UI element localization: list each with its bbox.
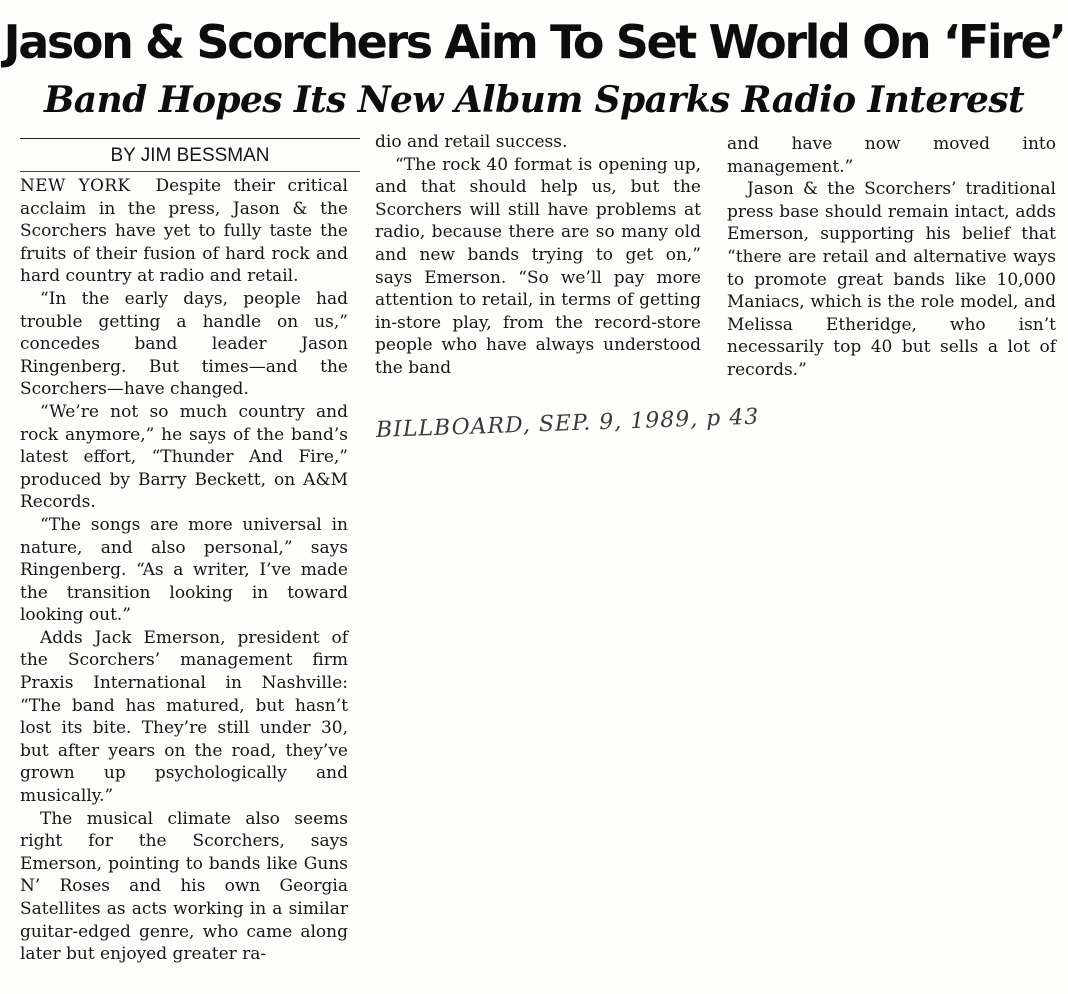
- byline: BY JIM BESSMAN: [110, 145, 270, 166]
- subheadline: Band Hopes Its New Album Sparks Radio Interest: [43, 79, 1025, 121]
- paragraph: “The songs are more universal in nature, and also personal,” says Ringenberg. “As a writer, I’ve made the transition looking in toward looking out.”: [20, 514, 348, 626]
- dateline: NEW YORK: [20, 176, 131, 196]
- paragraph-continuation: and have now moved into management.”: [727, 134, 1056, 177]
- paragraph: “The rock 40 format is opening up, and that should help us, but the Scorchers will still have problems at radio, because there are so many old and new bands trying to get on,” says Emerson. “So we’ll pay more attention to retail, in terms of getting in-store play, from the record-store people who have always understood the band: [375, 154, 701, 378]
- byline-bottom-rule: [20, 171, 360, 172]
- headline: Jason & Scorchers Aim To Set World On ‘Fire’: [3, 15, 1065, 69]
- paragraph: Adds Jack Emerson, president of the Scorchers’ management firm Praxis International in Nashville: “The band has matured, but hasn’t lost its bite. They’re still under 30, but after years on the road, they’ve grown up psychologically and musically.”: [20, 627, 348, 807]
- paragraph: Jason & the Scorchers’ traditional press base should remain intact, adds Emerson, supporting his belief that “there are retail and alternative ways to promote great bands like 10,000 Maniacs, which is the role model, and Melissa Etheridge, who isn’t necessarily top 40 but sells a lot of records.”: [727, 179, 1056, 380]
- paragraph-continuation: dio and retail success.: [375, 132, 568, 152]
- handwritten-annotation: BILLBOARD, SEP. 9, 1989, p 43: [375, 404, 760, 443]
- paragraph: [20, 175, 348, 288]
- paragraph: “In the early days, people had trouble getting a handle on us,” concedes band leader Jason Ringenberg. But times—and the Scorchers—have changed.: [20, 288, 348, 400]
- article-column-2: [375, 131, 701, 380]
- article-column-3: [727, 133, 1056, 382]
- paragraph-text: Despite their critical acclaim in the press, Jason & the Scorchers have yet to fully taste the fruits of their fusion of hard rock and hard country at radio and retail.: [20, 176, 348, 287]
- byline-top-rule: [20, 138, 360, 139]
- paragraph: The musical climate also seems right for the Scorchers, says Emerson, pointing to bands like Guns N’ Roses and his own Georgia Satellites as acts working in a similar guitar-edged genre, who came along later but enjoyed greater ra-: [20, 808, 348, 965]
- paragraph: “We’re not so much country and rock anymore,” he says of the band’s latest effort, “Thunder And Fire,” produced by Barry Beckett, on A&M Records.: [20, 401, 348, 513]
- article-column-1: [20, 175, 348, 966]
